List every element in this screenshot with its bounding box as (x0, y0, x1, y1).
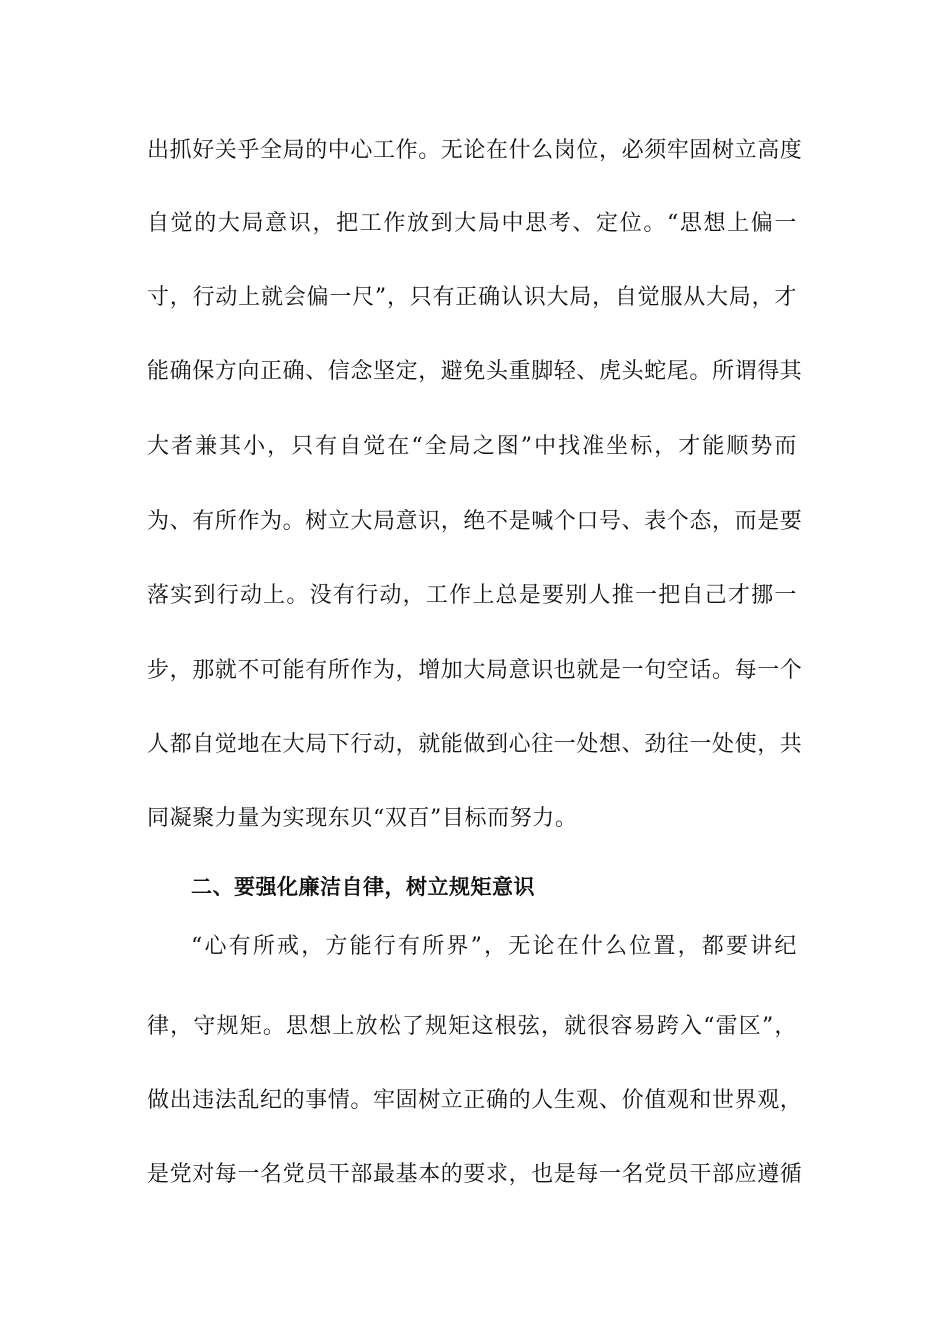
text-line: 律，守规矩。思想上放松了规矩这根弦，就很容易跨入“雷区”， (147, 1014, 797, 1039)
text-line: 人都自觉地在大局下行动，就能做到心往一处想、劲往一处使，共 (147, 732, 803, 757)
text-line: 做出违法乱纪的事情。牢固树立正确的人生观、价值观和世界观， (147, 1088, 803, 1113)
text-line: 步，那就不可能有所作为，增加大局意识也就是一句空话。每一个 (147, 658, 803, 683)
text-line: 为、有所作为。树立大局意识，绝不是喊个口号、表个态，而是要 (147, 509, 803, 534)
text-line: 大者兼其小，只有自觉在“全局之图”中找准坐标，才能顺势而 (147, 434, 797, 459)
text-line: 出抓好关乎全局的中心工作。无论在什么岗位，必须牢固树立高度 (147, 138, 803, 163)
text-line: 能确保方向正确、信念坚定，避免头重脚轻、虎头蛇尾。所谓得其 (147, 359, 803, 384)
text-line: 是党对每一名党员干部最基本的要求，也是每一名党员干部应遵循 (147, 1162, 803, 1187)
text-line: 自觉的大局意识，把工作放到大局中思考、定位。“思想上偏一 (147, 211, 797, 236)
section-heading: 二、要强化廉洁自律，树立规矩意识 (191, 875, 535, 899)
text-line-indented: “心有所戒，方能行有所界”，无论在什么位置，都要讲纪 (191, 934, 797, 959)
text-line-last: 同凝聚力量为实现东贝“双百”目标而努力。 (147, 806, 578, 831)
text-line: 寸，行动上就会偏一尺”，只有正确认识大局，自觉服从大局，才 (147, 285, 797, 310)
text-line: 落实到行动上。没有行动，工作上总是要别人推一把自己才挪一 (147, 583, 797, 608)
